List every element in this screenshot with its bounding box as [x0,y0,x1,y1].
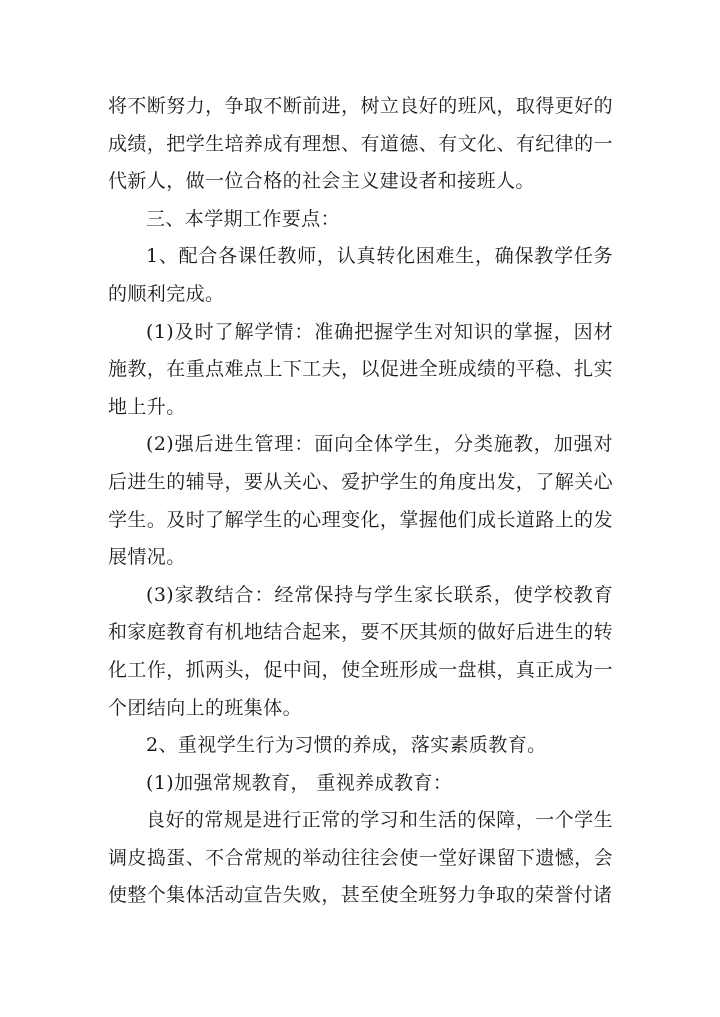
paragraph-item-2: 2、重视学生行为习惯的养成，落实素质教育。 [146,734,547,757]
heading-work-points: 三、本学期工作要点： [146,207,341,230]
paragraph-subitem-1-3: (3)家教结合：经常保持与学生家长联系，使学校教育和家庭教育有机地结合起来，要不厌其烦的做好后进生的转化工作，抓两头，促中间，使全班形成一盘棋，真正成为一个团结向上的班集体。 [108,583,613,719]
paragraph-continuation: 将不断努力，争取不断前进，树立良好的班风，取得更好的成绩，把学生培养成有理想、有道德、有文化、有纪律的一代新人，做一位合格的社会主义建设者和接班人。 [108,95,613,193]
paragraph-subitem-1-1: (1)及时了解学情：准确把握学生对知识的掌握，因材施教，在重点难点上下工夫，以促进全班成绩的平稳、扎实地上升。 [108,320,613,418]
paragraph-item-1: 1、配合各课任教师，认真转化困难生，确保教学任务的顺利完成。 [108,245,613,305]
paragraph-subitem-1-2: (2)强后进生管理：面向全体学生，分类施教，加强对后进生的辅导，要从关心、爱护学生的角度出发，了解关心学生。及时了解学生的心理变化，掌握他们成长道路上的发展情况。 [108,433,613,569]
document-page [108,88,613,915]
paragraph-routine-body: 良好的常规是进行正常的学习和生活的保障，一个学生调皮捣蛋、不合常规的举动往往会使一堂好课留下遗憾，会使整个集体活动宣告失败，甚至使全班努力争取的荣誉付诸 [108,809,613,907]
paragraph-subitem-2-1: (1)加强常规教育， 重视养成教育： [146,771,453,794]
